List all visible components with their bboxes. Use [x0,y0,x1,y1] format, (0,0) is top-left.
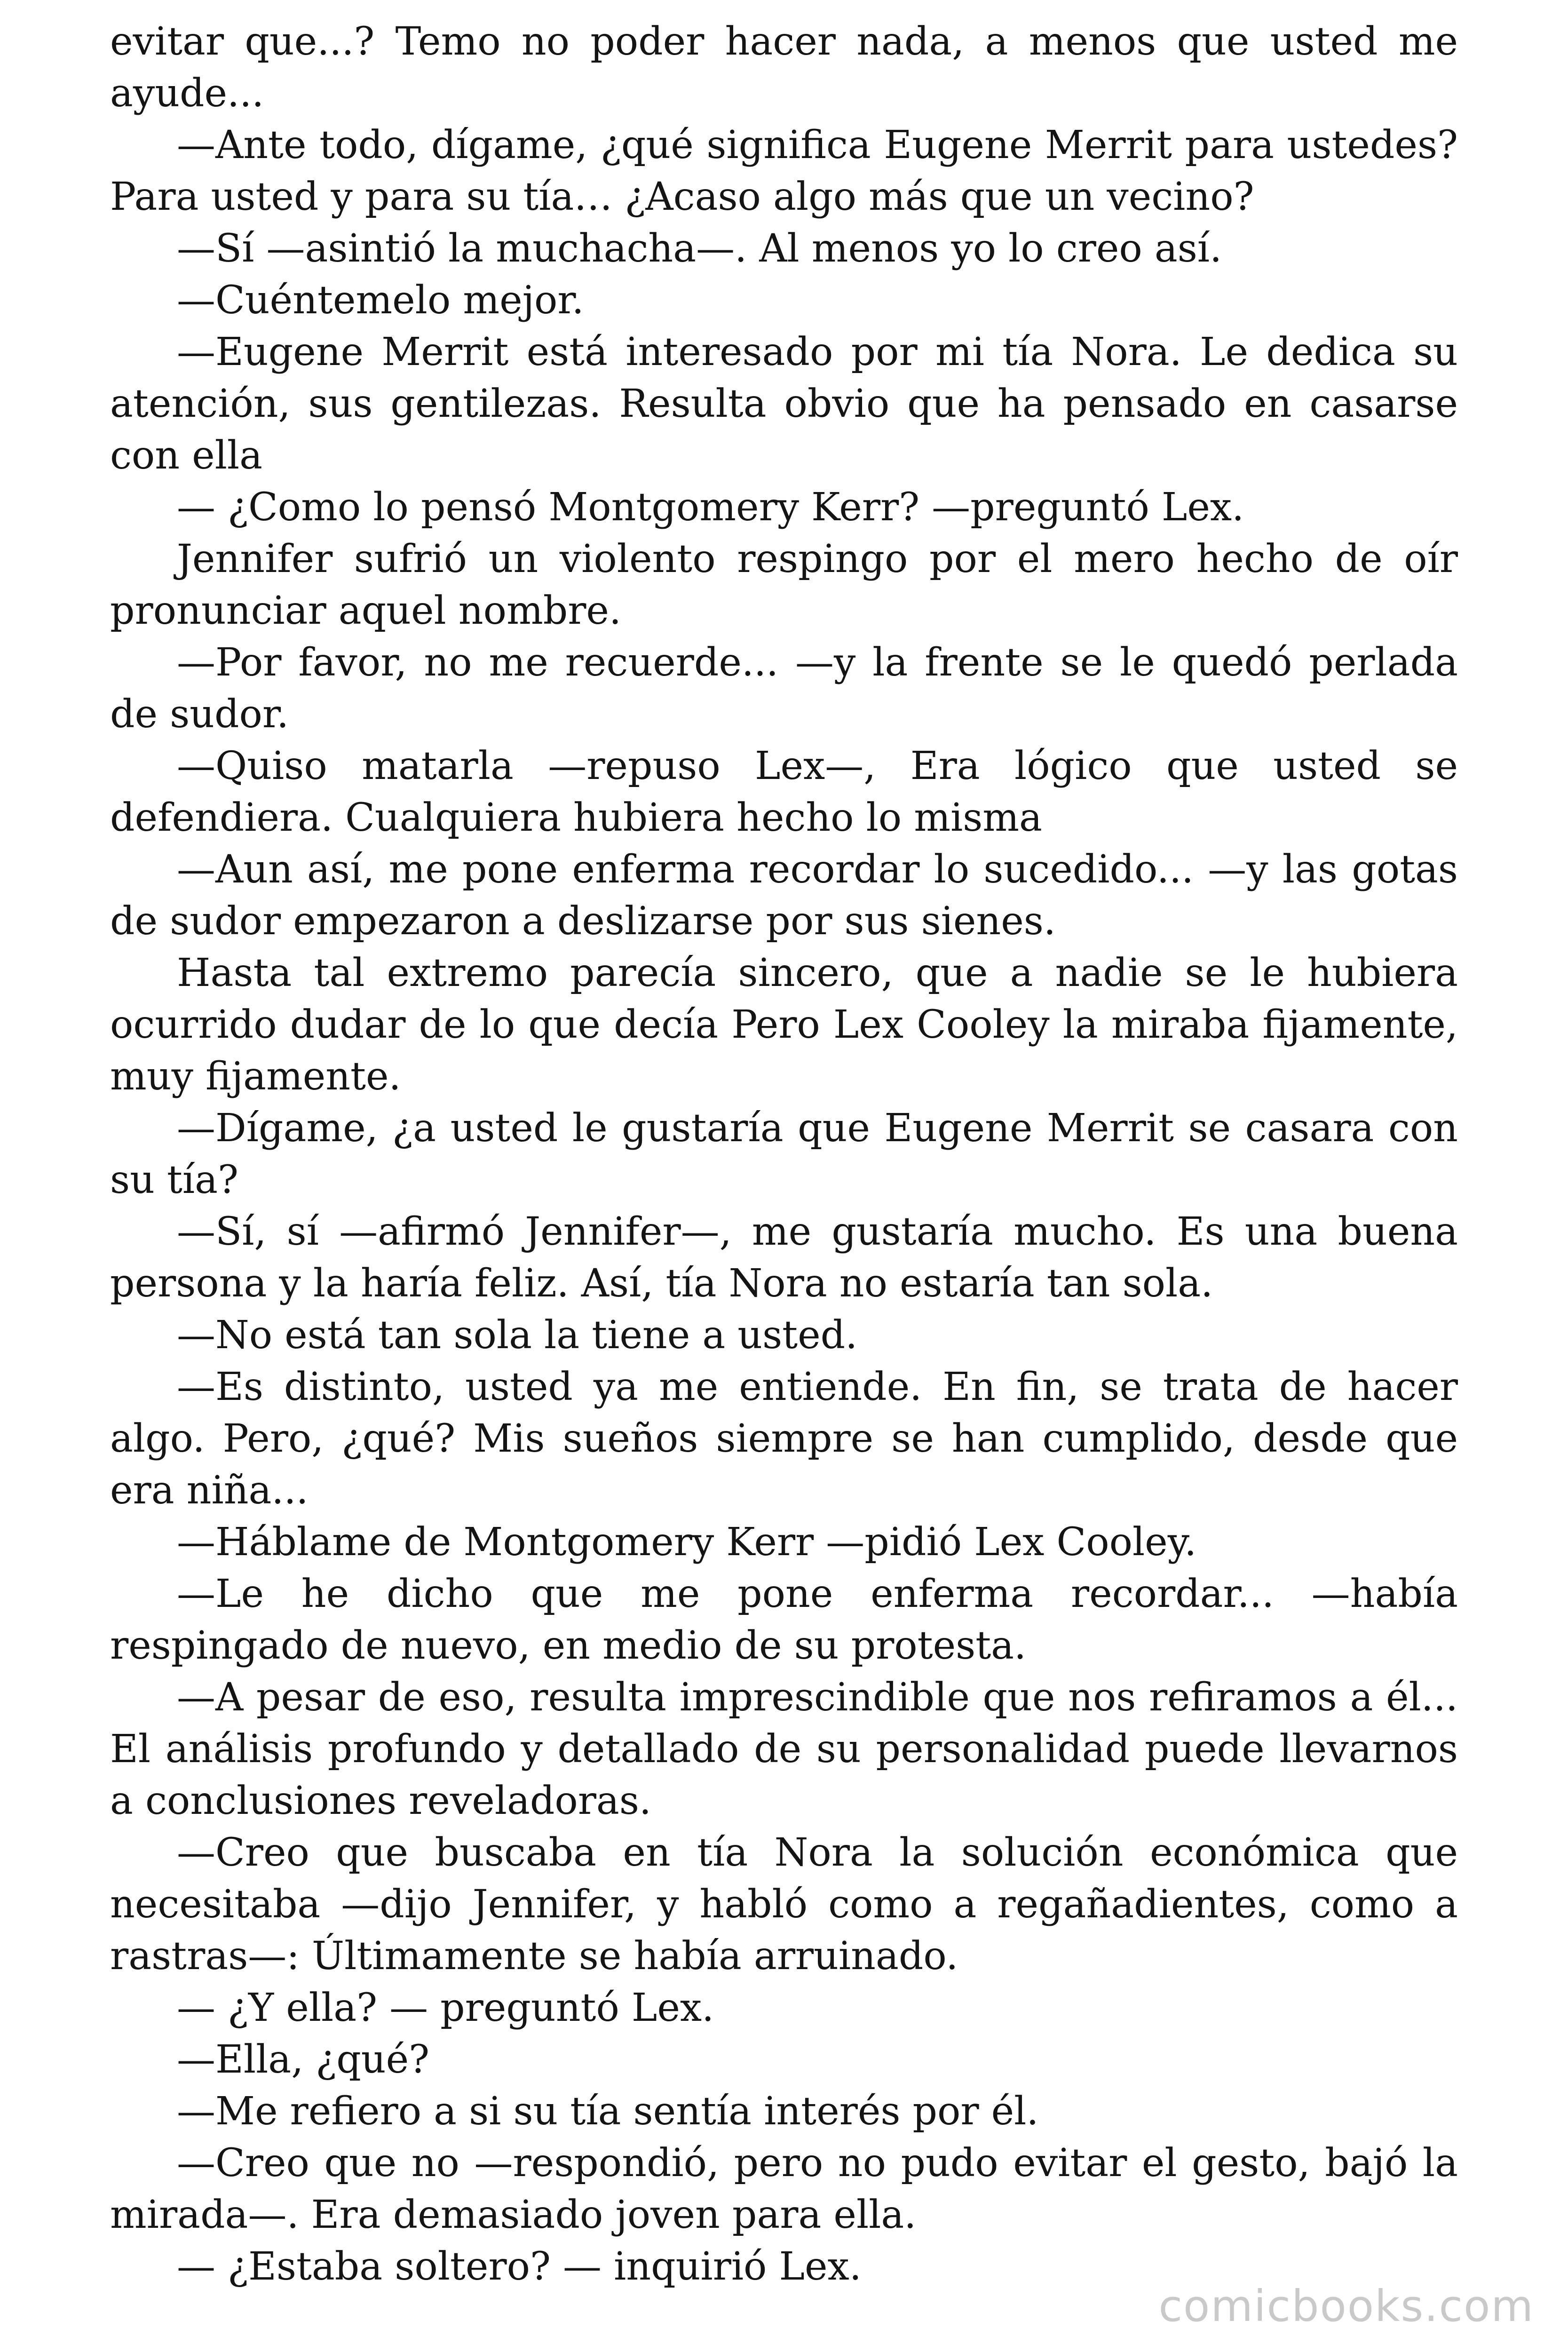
paragraph: —Creo que no —respondió, pero no pudo evitar el gesto, bajó la mirada—. Era demasiado joven para ella. [110,2141,1458,2237]
paragraph: —Dígame, ¿a usted le gustaría que Eugene Merrit se casara con su tía? [110,1106,1458,1202]
paragraph: —Aun así, me pone enferma recordar lo sucedido... —y las gotas de sudor empezaron a deslizarse por sus sienes. [110,847,1458,944]
paragraph: —Por favor, no me recuerde... —y la frente se le quedó perlada de sudor. [110,640,1458,737]
paragraph: —Cuéntemelo mejor. [177,278,584,323]
paragraph: Hasta tal extremo parecía sincero, que a nadie se le hubiera ocurrido dudar de lo que decía Pero Lex Cooley la miraba fijamente, muy fijamente. [110,951,1458,1099]
paragraph: — ¿Y ella? — preguntó Lex. [177,1986,714,2030]
paragraph: —No está tan sola la tiene a usted. [177,1313,858,1358]
paragraph: —Ella, ¿qué? [177,2037,430,2082]
paragraph: Jennifer sufrió un violento respingo por el mero hecho de oír pronunciar aquel nombre. [110,537,1458,633]
paragraph: —Le he dicho que me pone enferma recordar... —había respingado de nuevo, en medio de su protesta. [110,1572,1458,1668]
book-page-text [110,16,1458,2293]
paragraph: —Sí —asintió la muchacha—. Al menos yo lo creo así. [177,226,1222,271]
paragraph: — ¿Como lo pensó Montgomery Kerr? —preguntó Lex. [177,485,1244,530]
paragraph: —Creo que buscaba en tía Nora la solución económica que necesitaba —dijo Jennifer, y habló como a regañadientes, como a rastras—: Últimamente se había arruinado. [110,1830,1458,1979]
paragraph: evitar que...? Temo no poder hacer nada, a menos que usted me ayude... [110,19,1458,116]
paragraph: — ¿Estaba soltero? — inquirió Lex. [177,2244,862,2289]
paragraph: —Me refiero a si su tía sentía interés por él. [177,2089,1039,2134]
paragraph: —Es distinto, usted ya me entiende. En fin, se trata de hacer algo. Pero, ¿qué? Mis sueños siempre se han cumplido, desde que era niña... [110,1365,1458,1513]
paragraph: —Quiso matarla —repuso Lex—, Era lógico que usted se defendiera. Cualquiera hubiera hecho lo misma [110,744,1458,840]
paragraph: —A pesar de eso, resulta imprescindible que nos refiramos a él... El análisis profundo y detallado de su personalidad puede llevarnos a conclusiones reveladoras. [110,1675,1458,1823]
paragraph: —Eugene Merrit está interesado por mi tía Nora. Le dedica su atención, sus gentilezas. Resulta obvio que ha pensado en casarse con ella [110,330,1458,478]
paragraph: —Háblame de Montgomery Kerr —pidió Lex Cooley. [177,1520,1197,1565]
paragraph: —Ante todo, dígame, ¿qué significa Eugene Merrit para ustedes? Para usted y para su tía… ¿Acaso algo más que un vecino? [110,123,1458,219]
paragraph: —Sí, sí —afirmó Jennifer—, me gustaría mucho. Es una buena persona y la haría feliz. Así, tía Nora no estaría tan sola. [110,1209,1458,1306]
watermark: comicbooks.com [1158,2281,1534,2331]
